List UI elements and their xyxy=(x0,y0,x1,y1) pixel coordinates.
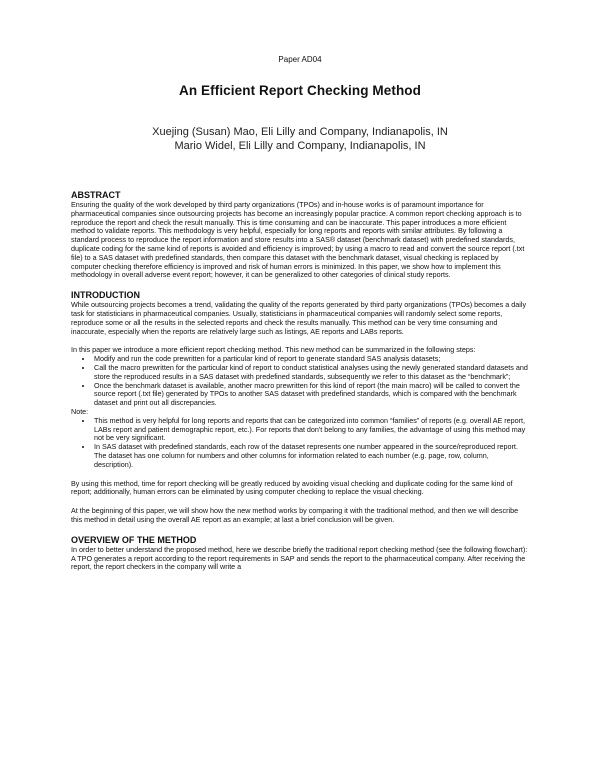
notes-list xyxy=(71,417,529,470)
author-line-1: Xuejing (Susan) Mao, Eli Lilly and Company, Indianapolis, IN xyxy=(152,126,448,138)
overview-text: In order to better understand the proposed method, here we describe briefly the traditional report checking method (see the following flowchart): A TPO generates a report according to the report requirements in SAP and sends the report to the pharmaceutical company. After receiving the report, the report checkers in the company will write a xyxy=(71,544,528,572)
abstract-heading: ABSTRACT xyxy=(71,190,121,200)
introduction-paragraph-4: At the beginning of this paper, we will show how the new method works by comparing it with the traditional method, and then we will describe this method in detail using the overall AE report as an example; at last a brief conclusion will be given. xyxy=(71,506,519,524)
step-item-3: • Once the benchmark dataset is available, another macro prewritten for this kind of report (the main macro) will be called to convert the source report (.txt file) generated by TPOs to another SAS dataset with predefined standards, which is compared with the benchmark dataset and print out all discrepancies. xyxy=(93,382,529,408)
step-item-2: • Call the macro prewritten for the particular kind of report to conduct statistical analyses using the newly generated standard datasets and store the reproduced results in a SAS dataset with predefined standards, subsequently we refer to this dataset as the “benchmark”; xyxy=(93,364,529,382)
introduction-section xyxy=(71,290,529,525)
note-item-1: • This method is very helpful for long reports and reports that can be categorized into common “families” of reports (e.g. overall AE report, LABs report and patient demographic report, etc.). For reports that don't belong to any families, the advantage of using this method may not be very significant. xyxy=(93,417,529,443)
note-item-2: • In SAS dataset with predefined standards, each row of the dataset represents one number appeared in the source/reproduced report. The dataset has one column for numbers and other columns for information related to each number (e.g. page, row, column, description). xyxy=(93,443,529,469)
introduction-paragraph-2: In this paper we introduce a more efficient report checking method. This new method can be summarized in the following steps: xyxy=(71,345,476,355)
introduction-heading: INTRODUCTION xyxy=(71,290,140,301)
paper-body xyxy=(71,190,529,582)
paper-title: An Efficient Report Checking Method xyxy=(178,83,421,98)
overview-heading: OVERVIEW OF THE METHOD xyxy=(71,534,197,545)
note-label: Note: xyxy=(71,406,89,416)
author-block xyxy=(0,125,600,153)
abstract-section xyxy=(71,190,529,280)
step-item-1: • Modify and run the code prewritten for a particular kind of report to generate standard SAS analysis datasets; xyxy=(93,355,529,364)
author-line-2: Mario Widel, Eli Lilly and Company, Indianapolis, IN xyxy=(174,140,426,152)
steps-list xyxy=(71,355,529,408)
paper-id: Paper AD04 xyxy=(278,55,322,64)
abstract-text: Ensuring the quality of the work developed by third party organizations (TPOs) and in-house works is of paramount importance for pharmaceutical companies since outsourcing projects has become an increasingly popular practice. A common report checking approach is to reproduce the report and check the result manually. This is time consuming and can be inaccurate. This paper introduces a more efficient method to validate reports. This methodology is very helpful, especially for long reports and reports with similar attributes. By following a standard process to reproduce the report information and store results into a SAS® dataset (benchmark dataset) with predefined standards, duplicate coding for the same kind of reports is avoided and efficiency is improved; by using a macro to read and convert the source report (.txt file) to a SAS dataset with predefined standards, then compare this dataset with the benchmark dataset, visual checking is replaced by computer checking therefore efficiency is improved and risk of human errors is minimized. In this paper, we show how to implement this methodology in overall adverse event report; however, it can be generalized to other categories of clinical study reports. xyxy=(71,200,525,280)
introduction-paragraph-1: While outsourcing projects becomes a trend, validating the quality of the reports generated by third party organizations (TPOs) becomes a daily task for statisticians in pharmaceutical companies. Usually, statisticians in pharmaceutical companies will randomly select some reports, reproduce some or all the results in the selected reports and check the results manually. This method can be very time consuming and inaccurate, especially when the reports are relatively large such as listings, AE reports and LABs reports. xyxy=(71,300,527,336)
introduction-paragraph-3: By using this method, time for report checking will be greatly reduced by avoiding visual checking and duplicate coding for the same kind of report; additionally, human errors can be eliminated by using computer checking to replace the visual checking. xyxy=(71,478,513,497)
overview-section xyxy=(71,535,529,572)
